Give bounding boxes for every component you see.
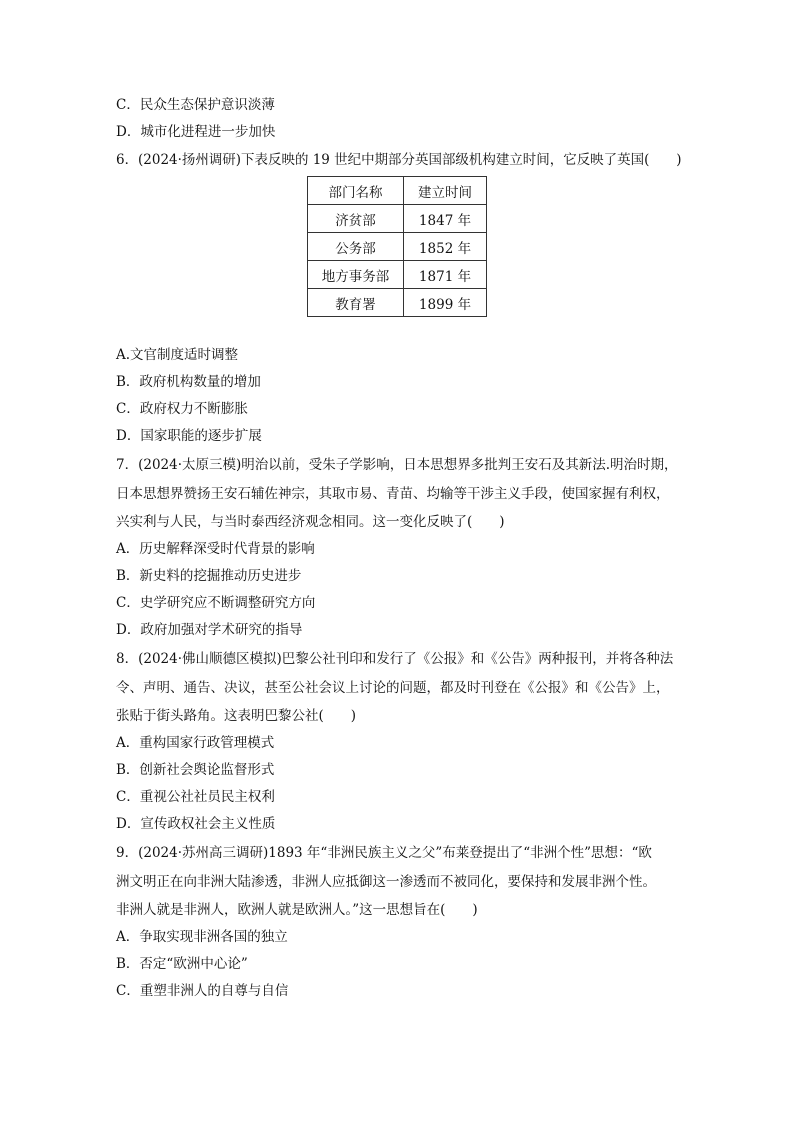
table-cell: 济贫部 [308, 205, 404, 233]
q8-stem-line-1: 8．(2024·佛山顺德区模拟)巴黎公社刊印和发行了《公报》和《公告》两种报刊，并将各种法 [116, 651, 674, 667]
table-cell: 1899 年 [404, 289, 487, 317]
q7-option-c: C．史学研究应不断调整研究方向 [116, 595, 316, 611]
q8-stem-line-2: 令、声明、通告、决议，甚至公社会议上讨论的问题，都及时刊登在《公报》和《公告》上， [116, 680, 670, 696]
q6-table [307, 176, 487, 317]
table-cell: 公务部 [308, 233, 404, 261]
q7-option-b: B．新史料的挖掘推动历史进步 [116, 568, 302, 584]
q5-option-d: D．城市化进程进一步加快 [116, 124, 276, 140]
q7-stem-line-3: 兴实利与人民，与当时泰西经济观念相同。这一变化反映了( ) [116, 514, 505, 530]
table-cell: 地方事务部 [308, 261, 404, 289]
q9-option-b: B．否定“欧洲中心论” [116, 956, 248, 972]
q7-option-d: D．政府加强对学术研究的指导 [116, 622, 303, 638]
table-row [308, 289, 487, 317]
table-cell: 教育署 [308, 289, 404, 317]
table-header-cell: 建立时间 [404, 177, 487, 205]
q8-option-b: B．创新社会舆论监督形式 [116, 762, 275, 778]
q8-option-d: D．宣传政权社会主义性质 [116, 816, 276, 832]
q8-option-c: C．重视公社社员民主权利 [116, 789, 275, 805]
q7-stem-line-1: 7．(2024·太原三模)明治以前，受朱子学影响，日本思想界多批判王安石及其新法.明治时期， [116, 457, 678, 473]
q9-stem-line-3: 非洲人就是非洲人，欧洲人就是欧洲人。”这一思想旨在( ) [116, 902, 478, 918]
q8-option-a: A．重构国家行政管理模式 [116, 735, 275, 751]
table-row [308, 261, 487, 289]
table-row [308, 205, 487, 233]
q7-stem-line-2: 日本思想界赞扬王安石辅佐神宗，其取市易、青苗、均输等干涉主义手段，使国家握有利权， [116, 486, 670, 502]
q5-option-c: C．民众生态保护意识淡薄 [116, 97, 275, 113]
q9-option-c: C．重塑非洲人的自尊与自信 [116, 983, 289, 999]
table-header-cell: 部门名称 [308, 177, 404, 205]
table-cell: 1847 年 [404, 205, 487, 233]
q9-stem-line-2: 洲文明正在向非洲大陆渗透，非洲人应抵御这一渗透而不被同化，要保持和发展非洲个性。 [116, 874, 656, 890]
q6-stem: 6．(2024·扬州调研)下表反映的 19 世纪中期部分英国部级机构建立时间，它反映了英国( ) [116, 152, 682, 168]
q6-option-c: C．政府权力不断膨胀 [116, 401, 248, 417]
q7-option-a: A．历史解释深受时代背景的影响 [116, 541, 315, 557]
q6-option-b: B．政府机构数量的增加 [116, 374, 261, 390]
q9-option-a: A．争取实现非洲各国的独立 [116, 929, 288, 945]
table-cell: 1852 年 [404, 233, 487, 261]
table-cell: 1871 年 [404, 261, 487, 289]
q9-stem-line-1: 9．(2024·苏州高三调研)1893 年“非洲民族主义之父”布莱登提出了“非洲个性”思想：“欧 [116, 845, 652, 861]
table-row [308, 233, 487, 261]
q8-stem-line-3: 张贴于街头路角。这表明巴黎公社( ) [116, 708, 357, 724]
q6-option-d: D．国家职能的逐步扩展 [116, 428, 262, 444]
table-header-row [308, 177, 487, 205]
q6-option-a: A.文官制度适时调整 [116, 347, 239, 363]
